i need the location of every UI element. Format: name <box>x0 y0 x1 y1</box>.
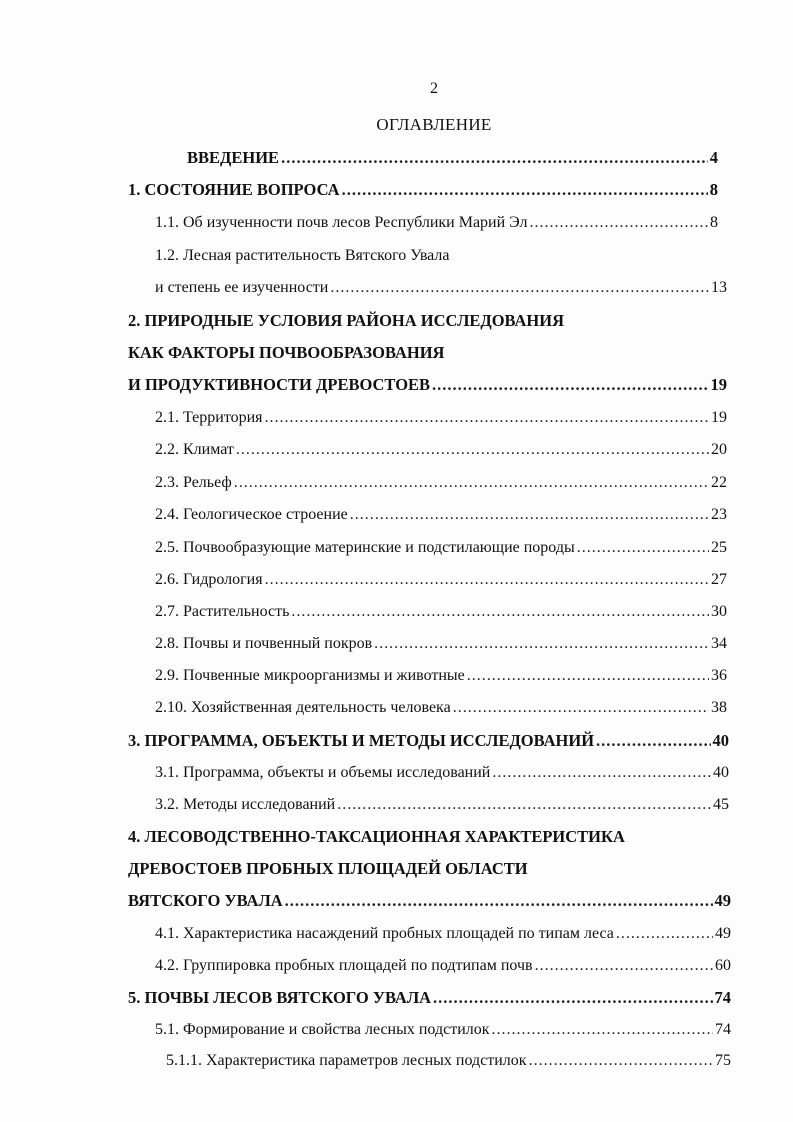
toc-entry-label: 4.2. Группировка пробных площадей по подтипам почв <box>155 957 533 974</box>
toc-entry-label: 2.9. Почвенные микроорганизмы и животные <box>155 667 465 684</box>
toc-entry-5-1-1[interactable] <box>166 1051 731 1071</box>
toc-page-number: 49 <box>715 925 731 942</box>
dot-leader <box>330 278 709 298</box>
dot-leader <box>577 538 709 558</box>
toc-entry-label: 3.1. Программа, объекты и объемы исследований <box>155 764 491 781</box>
dot-leader <box>432 375 708 395</box>
toc-entry-label: 5. ПОЧВЫ ЛЕСОВ ВЯТСКОГО УВАЛА <box>128 988 432 1007</box>
toc-entry-label: ВВЕДЕНИЕ <box>187 148 280 167</box>
toc-entry-label: 2.8. Почвы и почвенный покров <box>155 635 373 652</box>
toc-page-number: 75 <box>715 1052 731 1069</box>
toc-entry-label: 2.7. Растительность <box>155 603 290 620</box>
toc-entry-label: 2.6. Гидрология <box>155 571 263 588</box>
toc-entry-label: 3. ПРОГРАММА, ОБЪЕКТЫ И МЕТОДЫ ИССЛЕДОВАНИЙ <box>128 731 595 750</box>
toc-entry-2-6[interactable] <box>155 570 727 590</box>
toc-entry-2-3[interactable] <box>155 473 727 493</box>
toc-page-number: 19 <box>711 409 727 426</box>
toc-entry-label: 4.1. Характеристика насаждений пробных площадей по типам леса <box>155 925 614 942</box>
toc-entry-3-1[interactable] <box>155 763 729 783</box>
dot-leader <box>616 924 713 944</box>
toc-page-number: 38 <box>711 699 727 716</box>
page-number: 2 <box>430 80 438 97</box>
toc-page-number: 40 <box>712 731 729 750</box>
toc-entry-2-2[interactable] <box>155 440 727 460</box>
toc-entry-5-1[interactable] <box>155 1020 731 1040</box>
dot-leader <box>350 505 709 525</box>
toc-entry-label: 1. СОСТОЯНИЕ ВОПРОСА <box>128 180 340 199</box>
toc-entry-2-10[interactable] <box>155 698 727 718</box>
dot-leader <box>236 440 709 460</box>
dot-leader <box>529 1051 713 1071</box>
dot-leader <box>265 570 709 590</box>
toc-page-number: 34 <box>711 635 727 652</box>
toc-page-number: 4 <box>709 148 718 167</box>
toc-page-number: 30 <box>711 603 727 620</box>
toc-entry-label: 1.1. Об изученности почв лесов Республики Марий Эл <box>155 214 528 231</box>
toc-entry-label: 2.5. Почвообразующие материнские и подстилающие породы <box>155 539 575 556</box>
dot-leader <box>530 213 708 233</box>
toc-entry-section-5[interactable] <box>128 988 731 1008</box>
toc-entry-1-1[interactable] <box>155 213 718 233</box>
dot-leader <box>492 1020 713 1040</box>
toc-page-number: 74 <box>714 988 731 1007</box>
toc-entry-4-2[interactable] <box>155 956 731 976</box>
toc-entry-2-5[interactable] <box>155 538 727 558</box>
dot-leader <box>433 988 712 1008</box>
toc-entry-label: 2.2. Климат <box>155 441 234 458</box>
toc-entry-section-4-line2[interactable]: ДРЕВОСТОЕВ ПРОБНЫХ ПЛОЩАДЕЙ ОБЛАСТИ <box>128 859 528 878</box>
toc-page-number: 60 <box>715 957 731 974</box>
dot-leader <box>596 731 710 751</box>
toc-entry-label: И ПРОДУКТИВНОСТИ ДРЕВОСТОЕВ <box>128 375 431 394</box>
toc-entry-2-4[interactable] <box>155 505 727 525</box>
toc-entry-label: 2.10. Хозяйственная деятельность человека <box>155 699 451 716</box>
dot-leader <box>234 473 709 493</box>
dot-leader <box>342 180 708 200</box>
toc-page-number: 8 <box>710 214 718 231</box>
toc-entry-section-2-line2[interactable]: КАК ФАКТОРЫ ПОЧВООБРАЗОВАНИЯ <box>128 343 445 362</box>
toc-page-number: 49 <box>714 891 731 910</box>
toc-page-number: 19 <box>710 375 727 394</box>
dot-leader <box>535 956 713 976</box>
toc-entry-1-2-line1[interactable]: 1.2. Лесная растительность Вятского Увала <box>155 247 450 264</box>
toc-entry-4-1[interactable] <box>155 924 731 944</box>
toc-entry-label: 5.1.1. Характеристика параметров лесных подстилок <box>166 1052 527 1069</box>
toc-entry-section-4-line1[interactable]: 4. ЛЕСОВОДСТВЕННО-ТАКСАЦИОННАЯ ХАРАКТЕРИСТИКА <box>128 827 625 846</box>
toc-page-number: 22 <box>711 474 727 491</box>
toc-entry-2-8[interactable] <box>155 634 727 654</box>
toc-page-number: 20 <box>711 441 727 458</box>
toc-page-number: 45 <box>713 796 729 813</box>
toc-entry-section-3[interactable] <box>128 731 729 751</box>
toc-entry-2-7[interactable] <box>155 602 727 622</box>
dot-leader <box>374 634 709 654</box>
dot-leader <box>453 698 709 718</box>
dot-leader <box>337 795 711 815</box>
toc-page-number: 8 <box>709 180 718 199</box>
toc-entry-label: 5.1. Формирование и свойства лесных подстилок <box>155 1021 490 1038</box>
dot-leader <box>467 666 709 686</box>
toc-entry-label: 2.4. Геологическое строение <box>155 506 348 523</box>
toc-entry-label: 3.2. Методы исследований <box>155 796 336 813</box>
toc-page-number: 36 <box>711 667 727 684</box>
toc-entry-2-1[interactable] <box>155 408 727 428</box>
dot-leader <box>265 408 709 428</box>
toc-title: ОГЛАВЛЕНИЕ <box>376 115 492 134</box>
toc-entry-label: 2.3. Рельеф <box>155 474 232 491</box>
toc-entry-intro[interactable] <box>187 148 718 168</box>
toc-page-number: 13 <box>711 279 727 296</box>
dot-leader <box>291 602 709 622</box>
toc-entry-label: ВЯТСКОГО УВАЛА <box>128 891 283 910</box>
toc-page-number: 23 <box>711 506 727 523</box>
toc-entry-section-2[interactable] <box>128 375 727 395</box>
toc-entry-2-9[interactable] <box>155 666 727 686</box>
toc-entry-label: 2.1. Территория <box>155 409 263 426</box>
toc-entry-1-2[interactable] <box>155 278 727 298</box>
toc-page-number: 74 <box>715 1021 731 1038</box>
dot-leader <box>281 148 708 168</box>
toc-page-number: 40 <box>713 764 729 781</box>
toc-page-number: 25 <box>711 539 727 556</box>
toc-entry-section-4[interactable] <box>128 891 731 911</box>
toc-entry-3-2[interactable] <box>155 795 729 815</box>
toc-entry-label: и степень ее изученности <box>155 279 329 296</box>
toc-page-number: 27 <box>711 571 727 588</box>
dot-leader <box>285 891 713 911</box>
dot-leader <box>492 763 711 783</box>
toc-entry-section-2-line1[interactable]: 2. ПРИРОДНЫЕ УСЛОВИЯ РАЙОНА ИССЛЕДОВАНИЯ <box>128 311 565 330</box>
toc-entry-section-1[interactable] <box>128 180 718 200</box>
